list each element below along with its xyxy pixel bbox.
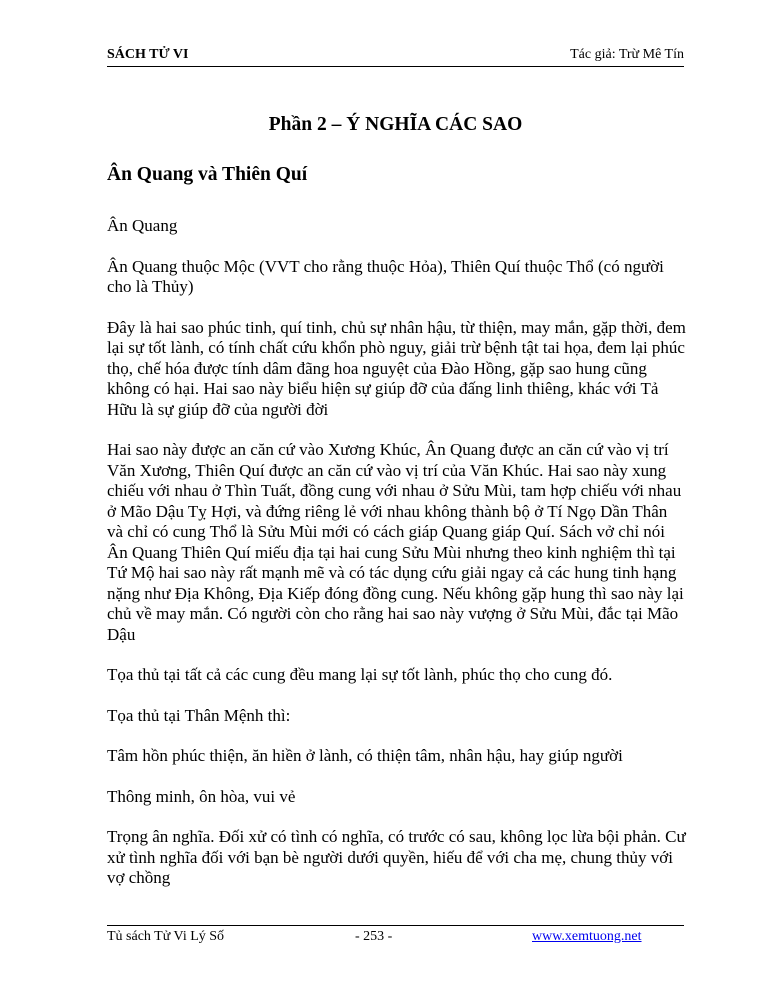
paragraph: Trọng ân nghĩa. Đối xử có tình có nghĩa, có trước có sau, không lọc lừa bội phản. Cư xử tình nghĩa đối với bạn bè người dưới quyền, hiếu để với cha mẹ, chung thủy với vợ chồng: [107, 827, 686, 887]
footer-series: Tủ sách Tử Vi Lý Số: [107, 929, 225, 944]
paragraph: Tâm hồn phúc thiện, ăn hiền ở lành, có thiện tâm, nhân hậu, hay giúp người: [107, 746, 623, 765]
paragraph: Ân Quang thuộc Mộc (VVT cho rằng thuộc Hỏa), Thiên Quí thuộc Thổ (có người cho là Thủy): [107, 256, 664, 296]
body-text: [107, 216, 687, 909]
paragraph: Thông minh, ôn hòa, vui vẻ: [107, 786, 296, 806]
header-rule: [107, 66, 684, 67]
book-title: SÁCH TỬ VI: [107, 47, 189, 62]
section-title: Ân Quang và Thiên Quí: [107, 164, 308, 185]
paragraph: Ân Quang: [107, 216, 178, 235]
paragraph: Hai sao này được an căn cứ vào Xương Khúc, Ân Quang được an căn cứ vào vị trí Văn Xương, Thiên Quí được an căn cứ vào vị trí của Văn Khúc. Hai sao này xung chiếu với nhau ở Thìn Tuất, đồng cung với nhau ở Sửu Mùi, tam hợp chiếu với nhau ở Mão Dậu Tỵ Hợi, và đứng riêng lẻ với nhau không thành bộ ở Tí Ngọ Dần Thân và chỉ có cung Thổ là Sửu Mùi mới có cách giáp Quang giáp Quí. Sách vở chỉ nói Ân Quang Thiên Quí miếu địa tại hai cung Sửu Mùi nhưng theo kinh nghiệm thì tại Tứ Mộ hai sao này rất mạnh mẽ và có tác dụng cứu giải ngay cả các hung tinh hạng nặng như Địa Không, Địa Kiếp đóng đồng cung. Nếu không gặp hung thì sao này lại chủ về may mắn. Có người còn cho rằng hai sao này vượng ở Sửu Mùi, đắc tại Mão Dậu: [107, 440, 684, 644]
footer-rule: [107, 925, 684, 926]
paragraph: Tọa thủ tại tất cả các cung đều mang lại sự tốt lành, phúc thọ cho cung đó.: [107, 665, 613, 684]
page-number: - 253 -: [355, 929, 393, 944]
page-header: [107, 47, 684, 63]
author-name: Tác giả: Trừ Mê Tín: [570, 47, 684, 62]
website-link[interactable]: www.xemtuong.net: [532, 929, 642, 944]
paragraph: Đây là hai sao phúc tinh, quí tinh, chủ sự nhân hậu, từ thiện, may mắn, gặp thời, đem lại sự tốt lành, có tính chất cứu khổn phò nguy, giải trừ bệnh tật tai họa, đem lại phúc thọ, chế hóa được tính dâm đãng hoa nguyệt của Đào Hồng, gặp sao hung cũng không có hại. Hai sao này biểu hiện sự giúp đỡ của đấng linh thiêng, khác với Tả Hữu là sự giúp đỡ của người đời: [107, 317, 686, 419]
part-title: Phần 2 – Ý NGHĨA CÁC SAO: [268, 114, 523, 135]
paragraph: Tọa thủ tại Thân Mệnh thì:: [107, 705, 291, 725]
